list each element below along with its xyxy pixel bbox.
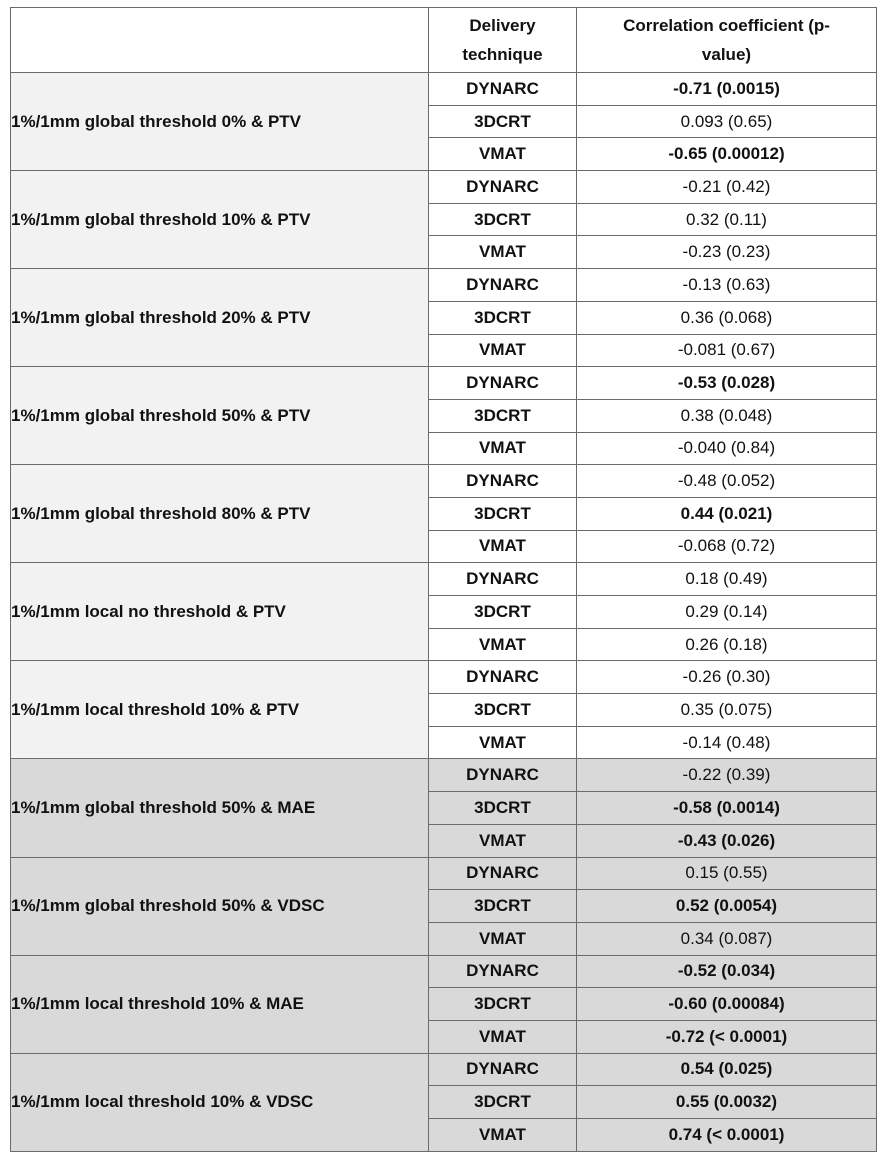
delivery-technique-cell: VMAT <box>429 628 577 661</box>
delivery-technique-cell: VMAT <box>429 726 577 759</box>
delivery-technique-cell: 3DCRT <box>429 596 577 629</box>
delivery-technique-cell: DYNARC <box>429 661 577 694</box>
delivery-technique-cell: VMAT <box>429 236 577 269</box>
delivery-technique-cell: 3DCRT <box>429 301 577 334</box>
delivery-technique-cell: DYNARC <box>429 269 577 302</box>
delivery-technique-cell: DYNARC <box>429 563 577 596</box>
table-row <box>11 269 877 302</box>
correlation-table <box>10 7 877 1152</box>
table-row <box>11 171 877 204</box>
correlation-value-cell: 0.38 (0.048) <box>577 399 877 432</box>
delivery-technique-cell: DYNARC <box>429 73 577 106</box>
table-row <box>11 759 877 792</box>
table-row <box>11 73 877 106</box>
correlation-value-cell: 0.35 (0.075) <box>577 694 877 727</box>
correlation-value-cell: -0.22 (0.39) <box>577 759 877 792</box>
header-correlation-coefficient-line2: value) <box>701 45 752 64</box>
correlation-value-cell: -0.65 (0.00012) <box>577 138 877 171</box>
delivery-technique-cell: DYNARC <box>429 171 577 204</box>
correlation-value-cell: -0.068 (0.72) <box>577 530 877 563</box>
correlation-value-cell: -0.21 (0.42) <box>577 171 877 204</box>
correlation-value-cell: -0.52 (0.034) <box>577 955 877 988</box>
correlation-value-cell: -0.58 (0.0014) <box>577 792 877 825</box>
delivery-technique-cell: 3DCRT <box>429 988 577 1021</box>
delivery-technique-cell: 3DCRT <box>429 203 577 236</box>
row-group-label: 1%/1mm local threshold 10% & MAE <box>11 955 429 1053</box>
delivery-technique-cell: DYNARC <box>429 857 577 890</box>
delivery-technique-cell: VMAT <box>429 334 577 367</box>
correlation-value-cell: -0.040 (0.84) <box>577 432 877 465</box>
delivery-technique-cell: 3DCRT <box>429 694 577 727</box>
delivery-technique-cell: VMAT <box>429 432 577 465</box>
correlation-value-cell: -0.23 (0.23) <box>577 236 877 269</box>
correlation-value-cell: 0.29 (0.14) <box>577 596 877 629</box>
table-header-row <box>11 8 877 73</box>
row-group-label: 1%/1mm global threshold 10% & PTV <box>11 171 429 269</box>
delivery-technique-cell: DYNARC <box>429 759 577 792</box>
delivery-technique-cell: 3DCRT <box>429 399 577 432</box>
correlation-value-cell: 0.18 (0.49) <box>577 563 877 596</box>
correlation-value-cell: 0.54 (0.025) <box>577 1053 877 1086</box>
correlation-value-cell: -0.26 (0.30) <box>577 661 877 694</box>
correlation-value-cell: -0.60 (0.00084) <box>577 988 877 1021</box>
correlation-value-cell: -0.43 (0.026) <box>577 824 877 857</box>
correlation-value-cell: 0.74 (< 0.0001) <box>577 1119 877 1152</box>
header-delivery-technique-line2: technique <box>462 45 543 64</box>
delivery-technique-cell: VMAT <box>429 922 577 955</box>
correlation-value-cell: 0.52 (0.0054) <box>577 890 877 923</box>
row-group-label: 1%/1mm local threshold 10% & PTV <box>11 661 429 759</box>
header-delivery-technique-line1: Delivery <box>469 16 536 35</box>
correlation-value-cell: 0.34 (0.087) <box>577 922 877 955</box>
delivery-technique-cell: VMAT <box>429 530 577 563</box>
correlation-value-cell: -0.71 (0.0015) <box>577 73 877 106</box>
correlation-value-cell: 0.44 (0.021) <box>577 497 877 530</box>
row-group-label: 1%/1mm global threshold 20% & PTV <box>11 269 429 367</box>
row-group-label: 1%/1mm global threshold 80% & PTV <box>11 465 429 563</box>
correlation-value-cell: -0.081 (0.67) <box>577 334 877 367</box>
delivery-technique-cell: DYNARC <box>429 955 577 988</box>
correlation-value-cell: -0.53 (0.028) <box>577 367 877 400</box>
table-row <box>11 465 877 498</box>
delivery-technique-cell: 3DCRT <box>429 105 577 138</box>
correlation-value-cell: -0.14 (0.48) <box>577 726 877 759</box>
row-group-label: 1%/1mm global threshold 50% & MAE <box>11 759 429 857</box>
delivery-technique-cell: DYNARC <box>429 1053 577 1086</box>
delivery-technique-cell: 3DCRT <box>429 1086 577 1119</box>
delivery-technique-cell: VMAT <box>429 1119 577 1152</box>
table-row <box>11 367 877 400</box>
header-correlation-coefficient <box>577 8 877 73</box>
table-row <box>11 955 877 988</box>
table-row <box>11 563 877 596</box>
row-group-label: 1%/1mm local no threshold & PTV <box>11 563 429 661</box>
row-group-label: 1%/1mm local threshold 10% & VDSC <box>11 1053 429 1151</box>
correlation-value-cell: -0.13 (0.63) <box>577 269 877 302</box>
correlation-value-cell: 0.32 (0.11) <box>577 203 877 236</box>
row-group-label: 1%/1mm global threshold 0% & PTV <box>11 73 429 171</box>
header-delivery-technique <box>429 8 577 73</box>
delivery-technique-cell: 3DCRT <box>429 792 577 825</box>
table-row <box>11 857 877 890</box>
delivery-technique-cell: 3DCRT <box>429 890 577 923</box>
correlation-value-cell: 0.55 (0.0032) <box>577 1086 877 1119</box>
correlation-value-cell: 0.36 (0.068) <box>577 301 877 334</box>
table-body <box>11 73 877 1152</box>
row-group-label: 1%/1mm global threshold 50% & PTV <box>11 367 429 465</box>
header-empty-cell <box>11 8 429 73</box>
correlation-value-cell: -0.72 (< 0.0001) <box>577 1020 877 1053</box>
header-correlation-coefficient-line1: Correlation coefficient (p- <box>623 16 830 35</box>
delivery-technique-cell: VMAT <box>429 138 577 171</box>
delivery-technique-cell: VMAT <box>429 824 577 857</box>
table-row <box>11 661 877 694</box>
delivery-technique-cell: VMAT <box>429 1020 577 1053</box>
row-group-label: 1%/1mm global threshold 50% & VDSC <box>11 857 429 955</box>
delivery-technique-cell: 3DCRT <box>429 497 577 530</box>
delivery-technique-cell: DYNARC <box>429 367 577 400</box>
correlation-value-cell: 0.093 (0.65) <box>577 105 877 138</box>
correlation-value-cell: 0.26 (0.18) <box>577 628 877 661</box>
table-row <box>11 1053 877 1086</box>
delivery-technique-cell: DYNARC <box>429 465 577 498</box>
correlation-value-cell: -0.48 (0.052) <box>577 465 877 498</box>
correlation-value-cell: 0.15 (0.55) <box>577 857 877 890</box>
